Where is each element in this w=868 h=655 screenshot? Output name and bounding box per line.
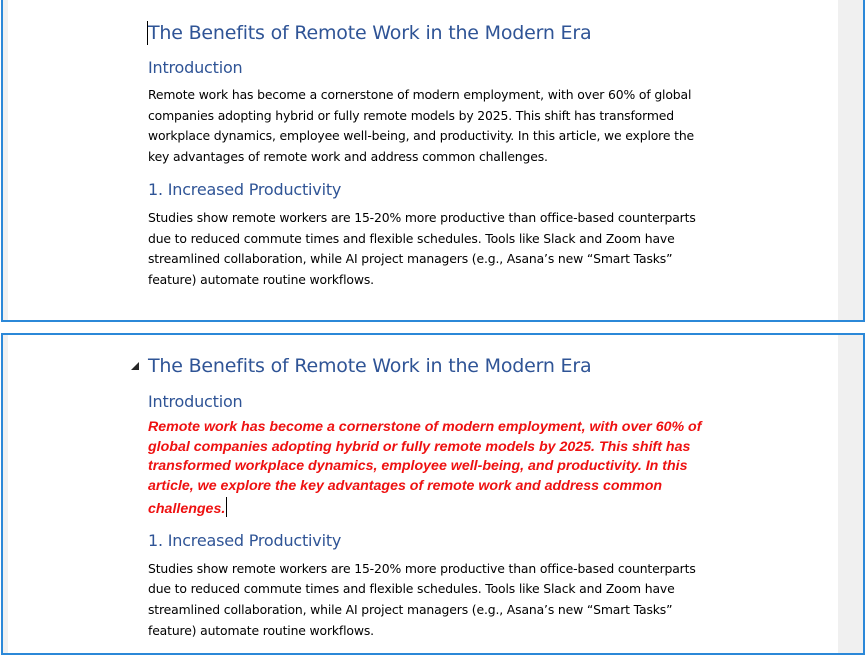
introduction-text: Remote work has become a cornerstone of modern employment, with over 60% of global companies adopting hybrid or fully remote models by 2025. This shift has transformed workplace dynamics, employee well-being, and productivity. In this article, we explore the key advantages of remote work and address common challenges. bbox=[148, 419, 702, 517]
title-wrapper bbox=[148, 353, 728, 379]
document-title[interactable]: The Benefits of Remote Work in the Modern Era bbox=[148, 22, 592, 44]
section1-paragraph[interactable]: Studies show remote workers are 15-20% more productive than office-based counterparts due to reduced commute times and flexible schedules. Tools like Slack and Zoom have streamlined collaboration, while AI project managers (e.g., Asana’s new “Smart Tasks” feature) automate routine workflows. bbox=[148, 209, 696, 287]
document-title[interactable]: The Benefits of Remote Work in the Modern Era bbox=[148, 355, 592, 377]
text-cursor bbox=[226, 497, 227, 517]
introduction-paragraph-highlighted[interactable] bbox=[148, 418, 728, 520]
collapse-triangle-icon[interactable] bbox=[131, 362, 139, 370]
document-body[interactable] bbox=[148, 20, 728, 291]
introduction-paragraph[interactable]: Remote work has become a cornerstone of modern employment, with over 60% of global companies adopting hybrid or fully remote models by 2025. This shift has transformed workplace dynamics, employee well-being, and productivity. In this article, we explore the key advantages of remote work and address common challenges. bbox=[148, 87, 695, 165]
document-view-original bbox=[1, 0, 865, 322]
section1-heading[interactable]: 1. Increased Productivity bbox=[148, 179, 342, 199]
section1-heading[interactable]: 1. Increased Productivity bbox=[148, 530, 342, 550]
title-wrapper bbox=[148, 20, 728, 46]
document-body[interactable] bbox=[148, 353, 728, 641]
section1-paragraph[interactable]: Studies show remote workers are 15-20% more productive than office-based counterparts due to reduced commute times and flexible schedules. Tools like Slack and Zoom have streamlined collaboration, while AI project managers (e.g., Asana’s new “Smart Tasks” feature) automate routine workflows. bbox=[148, 560, 696, 638]
text-cursor bbox=[147, 21, 148, 45]
document-page[interactable] bbox=[8, 335, 838, 653]
introduction-heading[interactable]: Introduction bbox=[148, 392, 243, 411]
introduction-heading[interactable]: Introduction bbox=[148, 58, 243, 77]
document-view-formatted bbox=[1, 333, 865, 655]
document-page[interactable] bbox=[8, 0, 838, 320]
